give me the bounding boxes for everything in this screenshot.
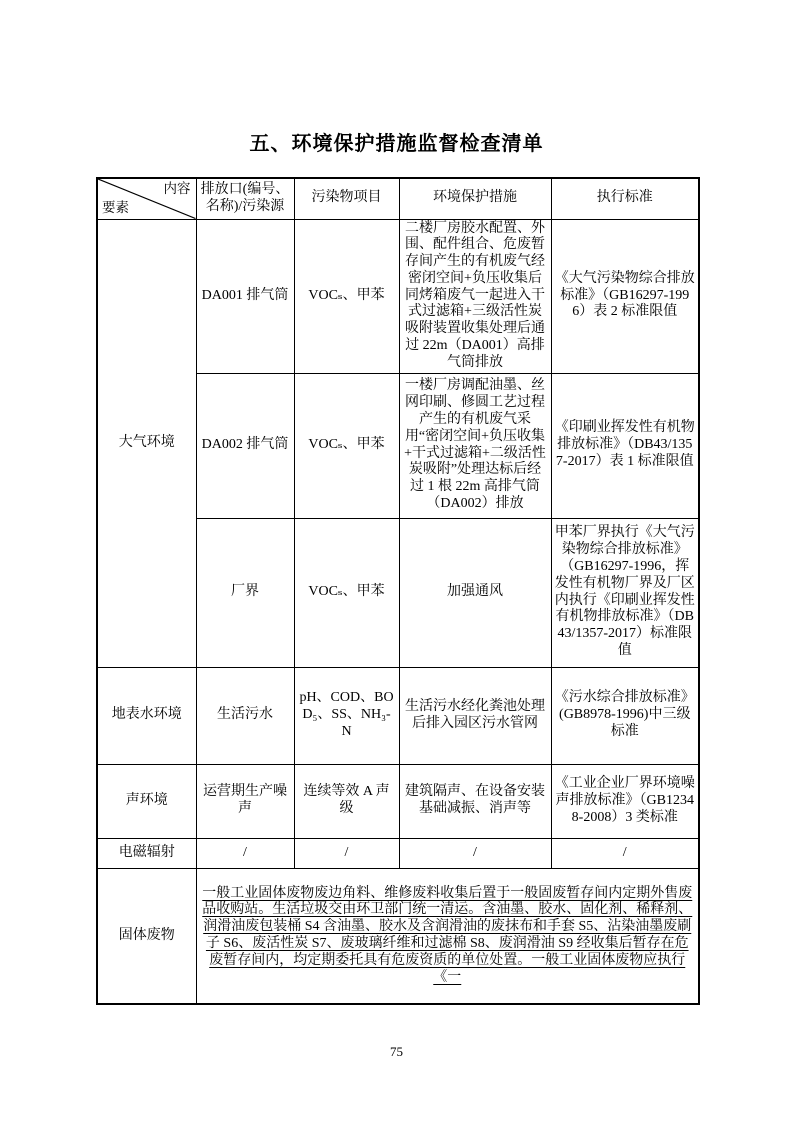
table-row-solid-waste bbox=[97, 868, 699, 1004]
cell-element-air: 大气环境 bbox=[97, 219, 196, 667]
cell-standard-emf: / bbox=[551, 838, 699, 868]
table-row-air-da001 bbox=[97, 219, 699, 373]
cell-standard-da001: 《大气污染物综合排放标准》（GB16297-1996）表 2 标准限值 bbox=[551, 219, 699, 373]
header-corner-element-label: 要素 bbox=[102, 200, 129, 216]
cell-pollutant-water: pH、COD、BOD₅、SS、NH₃-N bbox=[294, 667, 399, 764]
header-col-standard: 执行标准 bbox=[551, 178, 699, 219]
cell-solid-waste-description bbox=[196, 868, 699, 1004]
header-col-outlet: 排放口(编号、名称)/污染源 bbox=[196, 178, 294, 219]
page-title: 五、环境保护措施监督检查清单 bbox=[249, 133, 544, 155]
cell-standard-water: 《污水综合排放标准》(GB8978-1996)中三级标准 bbox=[551, 667, 699, 764]
cell-outlet-water: 生活污水 bbox=[196, 667, 294, 764]
cell-outlet-emf: / bbox=[196, 838, 294, 868]
table-row-surface-water bbox=[97, 667, 699, 764]
cell-element-emf: 电磁辐射 bbox=[97, 838, 196, 868]
cell-outlet-da001: DA001 排气筒 bbox=[196, 219, 294, 373]
header-corner-content-label: 内容 bbox=[163, 181, 191, 196]
cell-standard-da002: 《印刷业挥发性有机物排放标准》（DB43/1357-2017）表 1 标准限值 bbox=[551, 373, 699, 518]
table-header-row bbox=[97, 178, 699, 219]
header-corner-cell bbox=[97, 178, 196, 219]
cell-outlet-boundary: 厂界 bbox=[196, 518, 294, 667]
cell-element-water: 地表水环境 bbox=[97, 667, 196, 764]
table-row-noise bbox=[97, 764, 699, 838]
cell-measure-boundary: 加强通风 bbox=[399, 518, 551, 667]
cell-pollutant-da002: VOCₛ、甲苯 bbox=[294, 373, 399, 518]
cell-standard-boundary: 甲苯厂界执行《大气污染物综合排放标准》（GB16297-1996，挥发性有机物厂界及厂区内执行《印刷业挥发性有机物排放标准》（DB43/1357-2017）标准限值 bbox=[551, 518, 699, 667]
table-row-emf bbox=[97, 838, 699, 868]
cell-element-solid-waste: 固体废物 bbox=[97, 868, 196, 1004]
cell-standard-noise: 《工业企业厂界环境噪声排放标准》（GB12348-2008）3 类标准 bbox=[551, 764, 699, 838]
cell-measure-noise: 建筑隔声、在设备安装基础减振、消声等 bbox=[399, 764, 551, 838]
cell-pollutant-noise: 连续等效 A 声级 bbox=[294, 764, 399, 838]
header-col-measure: 环境保护措施 bbox=[399, 178, 551, 219]
cell-pollutant-emf: / bbox=[294, 838, 399, 868]
cell-outlet-da002: DA002 排气筒 bbox=[196, 373, 294, 518]
page-number: 75 bbox=[390, 1044, 403, 1059]
cell-measure-da001: 二楼厂房胶水配置、外围、配件组合、危废暂存间产生的有机废气经密闭空间+负压收集后同烤箱废气一起进入干式过滤箱+三级活性炭吸附装置收集处理后通过 22m（DA001）高排气筒排放 bbox=[399, 219, 551, 373]
inspection-checklist-table bbox=[96, 177, 700, 1005]
cell-measure-da002: 一楼厂房调配油墨、丝网印刷、修圆工艺过程产生的有机废气采用“密闭空间+负压收集+干式过滤箱+二级活性炭吸附”处理达标后经过 1 根 22m 高排气筒（DA002）排放 bbox=[399, 373, 551, 518]
solid-waste-description-text: 一般工业固体废物废边角料、维修废料收集后置于一般固废暂存间内定期外售废品收购站。生活垃圾交由环卫部门统一清运。含油墨、胶水、固化剂、稀释剂、润滑油废包装桶 S4 含油墨、胶水及含润滑油的废抹布和手套 S5、沾染油墨废刷子 S6、废活性炭 S7、废玻璃纤维和过滤棉 S8、废润滑油 S9 经收集后暂存在危废暂存间内，均定期委托具有危废资质的单位处置。一般工业固体废物应执行《一 bbox=[202, 885, 693, 985]
cell-element-noise: 声环境 bbox=[97, 764, 196, 838]
cell-measure-emf: / bbox=[399, 838, 551, 868]
cell-pollutant-da001: VOCₛ、甲苯 bbox=[294, 219, 399, 373]
cell-pollutant-boundary: VOCₛ、甲苯 bbox=[294, 518, 399, 667]
cell-outlet-noise: 运营期生产噪声 bbox=[196, 764, 294, 838]
header-col-pollutant: 污染物项目 bbox=[294, 178, 399, 219]
cell-measure-water: 生活污水经化粪池处理后排入园区污水管网 bbox=[399, 667, 551, 764]
